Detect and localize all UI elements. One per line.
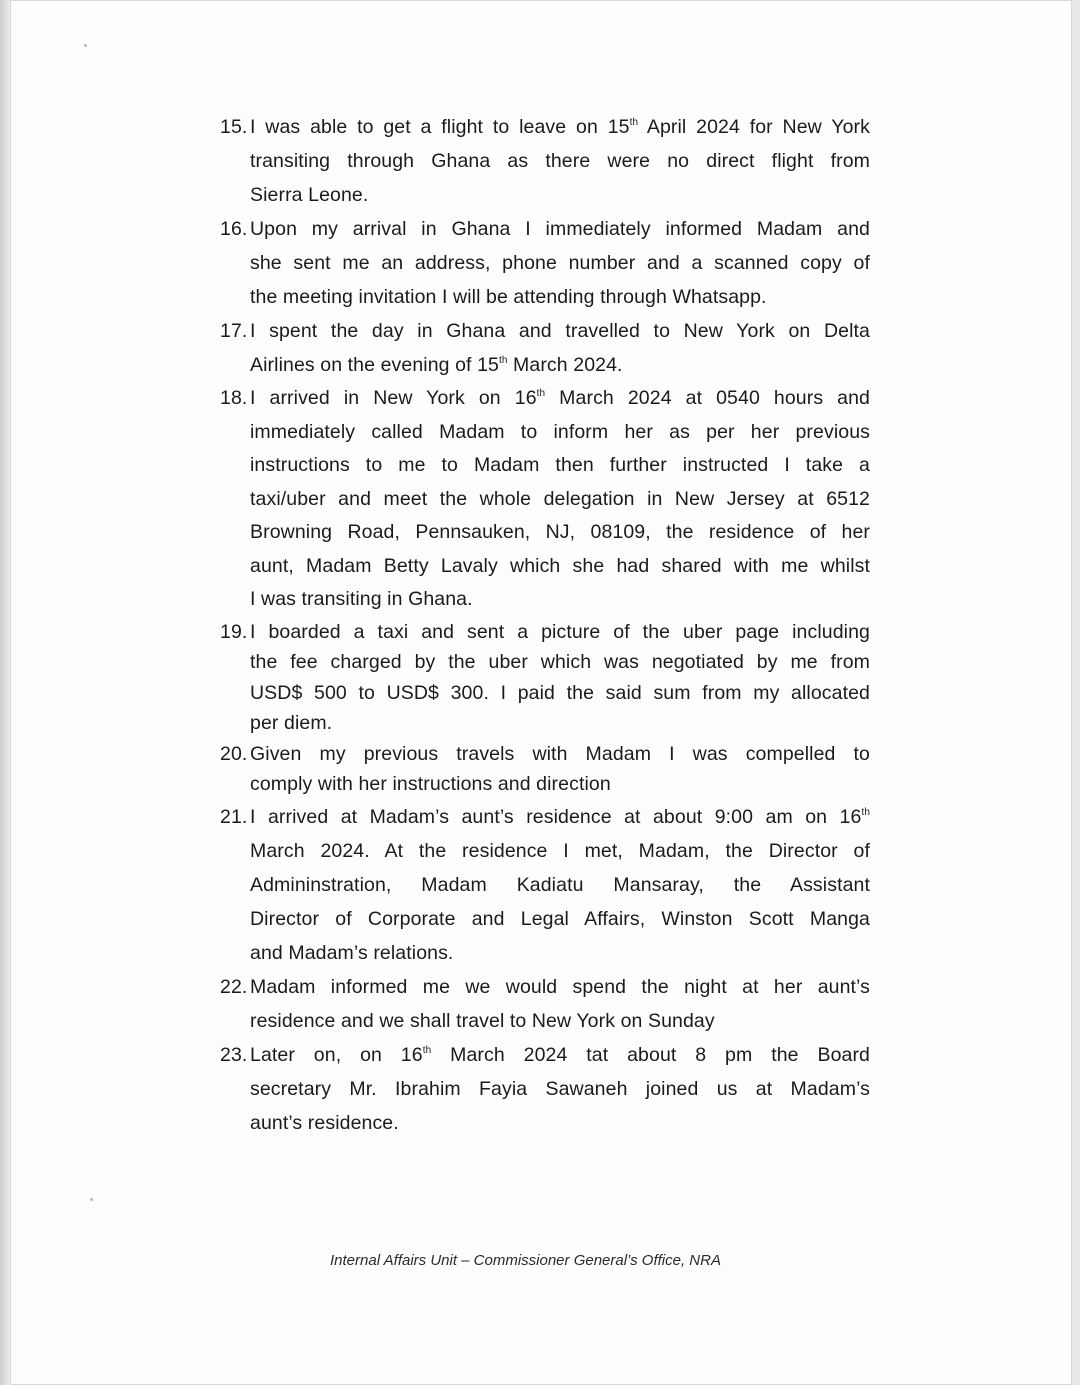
text-line [250, 970, 870, 1004]
item-text [250, 212, 870, 314]
text-line [250, 516, 870, 550]
text-segment: aunt’s residence. [250, 1111, 399, 1134]
text-line [250, 617, 870, 648]
text-segment: March 2024 tat about 8 pm the Board [431, 1043, 870, 1066]
ordinal-suffix: th [422, 1044, 432, 1056]
item-number: 19. [220, 620, 248, 643]
text-line [250, 868, 870, 902]
text-line [250, 936, 870, 970]
list-item [220, 970, 870, 1038]
scan-speck [84, 44, 87, 47]
text-segment: residence and we shall travel to New York on Sunday [250, 1009, 715, 1032]
text-segment: Upon my arrival in Ghana I immediately informed Madam and [250, 218, 870, 240]
ordinal-suffix: th [629, 117, 639, 128]
page-footer: Internal Affairs Unit – Commissioner General’s Office, NRA [330, 1252, 721, 1269]
text-segment: taxi/uber and meet the whole delegation in New Jersey at 6512 [250, 487, 870, 510]
text-line [250, 902, 870, 936]
text-segment: I was able to get a flight to leave on 15 [250, 116, 630, 138]
scan-speck [90, 1198, 93, 1201]
text-line [250, 550, 870, 584]
text-segment: I boarded a taxi and sent a picture of the uber page including [250, 620, 870, 643]
text-segment: Madam informed me we would spend the night at her aunt’s [250, 975, 870, 998]
list-item [220, 212, 870, 314]
text-line [250, 348, 870, 382]
text-line [250, 647, 870, 678]
item-text [250, 617, 870, 739]
text-line [250, 1072, 870, 1106]
text-segment: I spent the day in Ghana and travelled to New York on Delta [250, 320, 870, 342]
text-line [250, 144, 870, 178]
text-line [250, 583, 870, 617]
text-segment: the fee charged by the uber which was negotiated by me from [250, 651, 870, 673]
list-item [220, 110, 870, 212]
text-line [250, 178, 870, 212]
item-number: 20. [220, 742, 248, 765]
item-text [250, 1038, 870, 1140]
text-line [250, 314, 870, 348]
item-text [250, 800, 870, 970]
ordinal-suffix: th [536, 388, 546, 399]
text-line [250, 769, 870, 800]
ordinal-suffix: th [498, 355, 508, 366]
item-text [250, 739, 870, 800]
text-line [250, 212, 870, 246]
text-line [250, 449, 870, 483]
text-line [250, 1038, 870, 1072]
text-line [250, 800, 870, 834]
text-line [250, 739, 870, 770]
text-segment: March 2024. At the residence I met, Madam, the Director of [250, 839, 870, 862]
item-number: 18. [220, 387, 248, 409]
text-segment: I arrived in New York on 16 [250, 387, 537, 409]
text-segment: Airlines on the evening of 15 [250, 354, 499, 376]
ordinal-suffix: th [861, 806, 870, 818]
text-segment: Given my previous travels with Madam I was compelled to [250, 742, 870, 765]
text-segment: Browning Road, Pennsauken, NJ, 08109, the residence of her [250, 521, 870, 543]
numbered-list [220, 110, 870, 1140]
text-line [250, 1106, 870, 1140]
item-number: 23. [220, 1043, 248, 1066]
item-number: 15. [220, 116, 248, 138]
list-item [220, 739, 870, 800]
item-text [250, 382, 870, 617]
text-segment: March 2024. [507, 354, 623, 376]
text-line [250, 280, 870, 314]
text-segment: aunt, Madam Betty Lavaly which she had shared with me whilst [250, 554, 870, 577]
text-segment: USD$ 500 to USD$ 300. I paid the said sum from my allocated [250, 681, 870, 704]
item-text [250, 970, 870, 1038]
text-line [250, 416, 870, 450]
text-segment: the meeting invitation I will be attending through Whatsapp. [250, 286, 767, 308]
list-item [220, 617, 870, 739]
text-segment: secretary Mr. Ibrahim Fayia Sawaneh joined us at Madam’s [250, 1077, 870, 1100]
text-segment: and Madam’s relations. [250, 941, 454, 964]
text-segment: March 2024 at 0540 hours and [545, 387, 870, 409]
list-item [220, 314, 870, 382]
text-segment: immediately called Madam to inform her as per her previous [250, 420, 870, 443]
item-text [250, 314, 870, 382]
text-segment: I was transiting in Ghana. [250, 588, 473, 610]
text-segment: she sent me an address, phone number and a scanned copy of [250, 252, 870, 274]
text-segment: instructions to me to Madam then further instructed I take a [250, 454, 870, 476]
item-text [250, 110, 870, 212]
text-line [250, 382, 870, 416]
list-item [220, 800, 870, 970]
list-item [220, 1038, 870, 1140]
text-line [250, 110, 870, 144]
text-segment: I arrived at Madam’s aunt’s residence at about 9:00 am on 16 [250, 805, 862, 828]
text-segment: Admininstration, Madam Kadiatu Mansaray, the Assistant [250, 873, 870, 896]
text-segment: Director of Corporate and Legal Affairs, Winston Scott Manga [250, 907, 870, 930]
item-number: 17. [220, 320, 248, 342]
list-item [220, 382, 870, 617]
item-number: 22. [220, 975, 248, 998]
text-line [250, 834, 870, 868]
item-number: 16. [220, 218, 248, 240]
text-line [250, 678, 870, 709]
text-line [250, 483, 870, 517]
page-edge-shadow [0, 0, 10, 1385]
text-segment: Sierra Leone. [250, 184, 369, 206]
item-number: 21. [220, 805, 248, 828]
text-segment: transiting through Ghana as there were no direct flight from [250, 150, 870, 172]
text-segment: April 2024 for New York [638, 116, 870, 138]
text-line [250, 708, 870, 739]
text-segment: Later on, on 16 [250, 1043, 423, 1066]
text-line [250, 246, 870, 280]
text-segment: comply with her instructions and direction [250, 773, 611, 795]
text-segment: per diem. [250, 712, 333, 734]
text-line [250, 1004, 870, 1038]
